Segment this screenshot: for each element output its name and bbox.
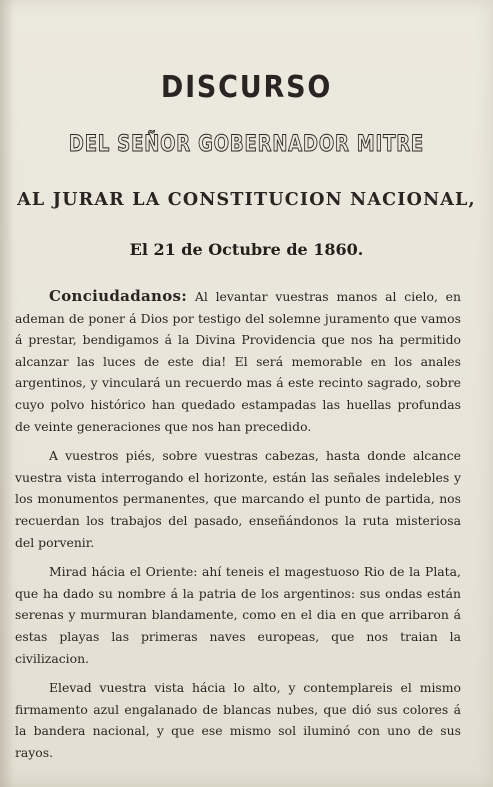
document-date: El 21 de Octubre de 1860.	[129, 240, 364, 259]
speech-body	[15, 286, 461, 771]
paragraph-4: Elevad vuestra vista hácia lo alto, y contemplareis el mismo firmamento azul engalanado de blancas nubes, que dió sus colores á la bandera nacional, y que ese mismo sol iluminó con uno de sus rayos.	[15, 680, 461, 760]
paragraph-2: A vuestros piés, sobre vuestras cabezas, hasta donde alcance vuestra vista interrogando el horizonte, están las señales indelebles y los monumentos permanentes, que marcando el punto de partida, nos recuerdan los trabajos del pasado, enseñándonos la ruta misteriosa del porvenir.	[15, 448, 461, 550]
paragraph-3: Mirad hácia el Oriente: ahí teneis el magestuoso Rio de la Plata, que ha dado su nombre á la patria de los argentinos: sus ondas están serenas y murmuran blandamente, como en el dia en que arribaron á estas playas las primeras naves europeas, que nos traian la civilizacion.	[15, 564, 461, 666]
page-edge-shadow	[0, 0, 14, 787]
paragraph-1-text: Al levantar vuestras manos al cielo, en ademan de poner á Dios por testigo del solemne juramento que vamos á prestar, bendigamos á la Divina Providencia que nos ha permitido alcanzar las luces de este dia! El será memorable en los anales argentinos, y vinculará un recuerdo mas á este recinto sagrado, sobre cuyo polvo histórico han quedado estampadas las huellas profundas de veinte generaciones que nos han precedido.	[15, 289, 461, 434]
document-occasion: AL JURAR LA CONSTITUCION NACIONAL,	[17, 190, 476, 210]
document-subtitle: DEL SEÑOR GOBERNADOR MITRE	[68, 132, 425, 157]
paragraph-1	[15, 286, 461, 437]
salutation: Conciudadanos:	[49, 287, 188, 305]
document-title: DISCURSO	[160, 70, 333, 105]
